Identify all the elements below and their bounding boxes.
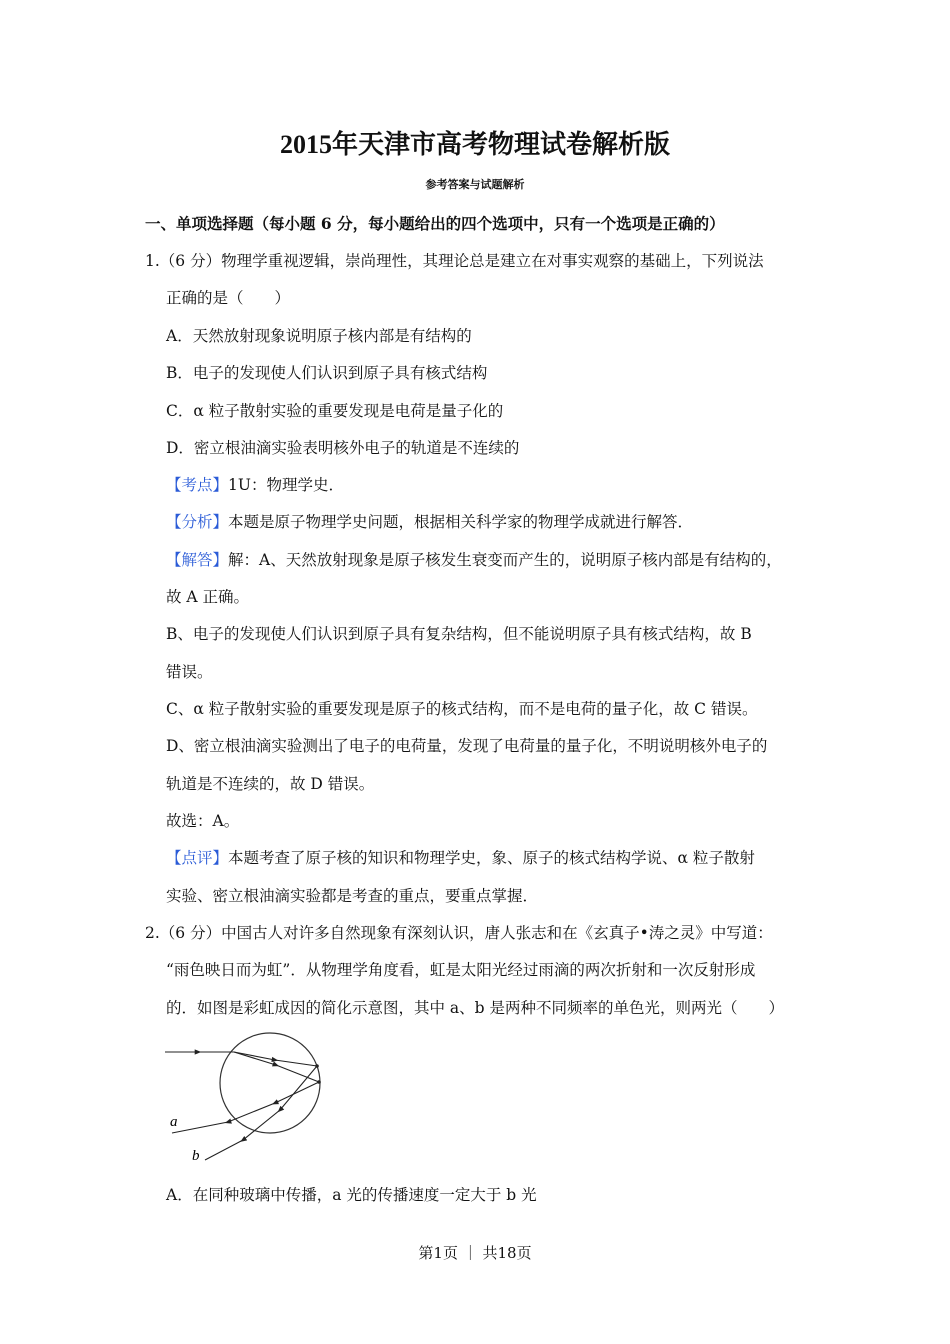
- q1-stem-cont: 正确的是（ ）: [166, 289, 291, 307]
- refracted-ray-b: [234, 1052, 317, 1066]
- page-footer: 第1页 ｜ 共18页: [418, 1244, 532, 1262]
- jieda-tag: 【解答】: [166, 551, 229, 569]
- kaodian-tag: 【考点】: [166, 476, 229, 494]
- q1-option-a: A．天然放射现象说明原子核内部是有结构的: [166, 327, 472, 345]
- jieda-line: 错误。: [166, 663, 213, 681]
- q1-dianping: [166, 846, 755, 868]
- jieda-line: D、密立根油滴实验测出了电子的电荷量，发现了电荷量的量子化，不明说明核外电子的: [166, 737, 768, 755]
- rainbow-diagram: [160, 1030, 340, 1170]
- fenxi-text: 本题是原子物理学史问题，根据相关科学家的物理学成就进行解答．: [228, 513, 694, 531]
- q1-stem: 1.（6 分）物理学重视逻辑，崇尚理性，其理论总是建立在对事实观察的基础上，下列说法: [145, 252, 764, 270]
- label-a: a: [170, 1114, 178, 1130]
- q1-option-b: B．电子的发现使人们认识到原子具有核式结构: [166, 364, 488, 382]
- section-heading: 一、单项选择题（每小题 6 分，每小题给出的四个选项中，只有一个选项是正确的）: [145, 214, 725, 233]
- dianping-text: 本题考查了原子核的知识和物理学史，象、原子的核式结构学说、α 粒子散射: [228, 849, 755, 867]
- dianping-tag: 【点评】: [166, 849, 229, 867]
- q2-option-a: A．在同种玻璃中传播，a 光的传播速度一定大于 b 光: [166, 1186, 537, 1204]
- refracted-ray-a: [234, 1052, 319, 1082]
- reflection-point: [315, 1064, 319, 1068]
- q1-jieda: [166, 548, 782, 570]
- page-title: 2015年天津市高考物理试卷解析版: [279, 130, 670, 159]
- q1-option-d: D．密立根油滴实验表明核外电子的轨道是不连续的: [166, 439, 520, 457]
- jieda-line: B、电子的发现使人们认识到原子具有复杂结构，但不能说明原子具有核式结构，故 B: [166, 625, 752, 643]
- q1-answer: 故选：A。: [166, 812, 240, 830]
- dianping-line: 实验、密立根油滴实验都是考查的重点，要重点掌握．: [166, 887, 539, 905]
- reflection-point: [317, 1080, 321, 1084]
- fenxi-tag: 【分析】: [166, 513, 229, 531]
- jieda-line: 故 A 正确。: [166, 588, 250, 606]
- label-b: b: [192, 1148, 200, 1164]
- kaodian-text: 1U：物理学史．: [228, 476, 344, 494]
- q2-stem-cont: “雨色映日而为虹”．从物理学角度看，虹是太阳光经过雨滴的两次折射和一次反射形成: [166, 961, 756, 979]
- q1-fenxi: [166, 510, 693, 532]
- jieda-line: C、α 粒子散射实验的重要发现是原子的核式结构，而不是电荷的量子化，故 C 错误。: [166, 700, 758, 718]
- q2-stem: 2.（6 分）中国古人对许多自然现象有深刻认识，唐人张志和在《玄真子•涛之灵》中写道：: [145, 924, 773, 942]
- q1-option-c: C．α 粒子散射实验的重要发现是电荷是量子化的: [166, 402, 504, 420]
- ray-b: [205, 1066, 317, 1160]
- jieda-line: 轨道是不连续的，故 D 错误。: [166, 775, 375, 793]
- jieda-text: 解：A、天然放射现象是原子核发生衰变而产生的，说明原子核内部是有结构的，: [228, 551, 782, 569]
- q2-stem-cont: 的．如图是彩虹成因的简化示意图，其中 a、b 是两种不同频率的单色光，则两光（ ）: [166, 999, 785, 1017]
- page-subtitle: 参考答案与试题解析: [425, 178, 525, 191]
- q1-kaodian: [166, 473, 344, 495]
